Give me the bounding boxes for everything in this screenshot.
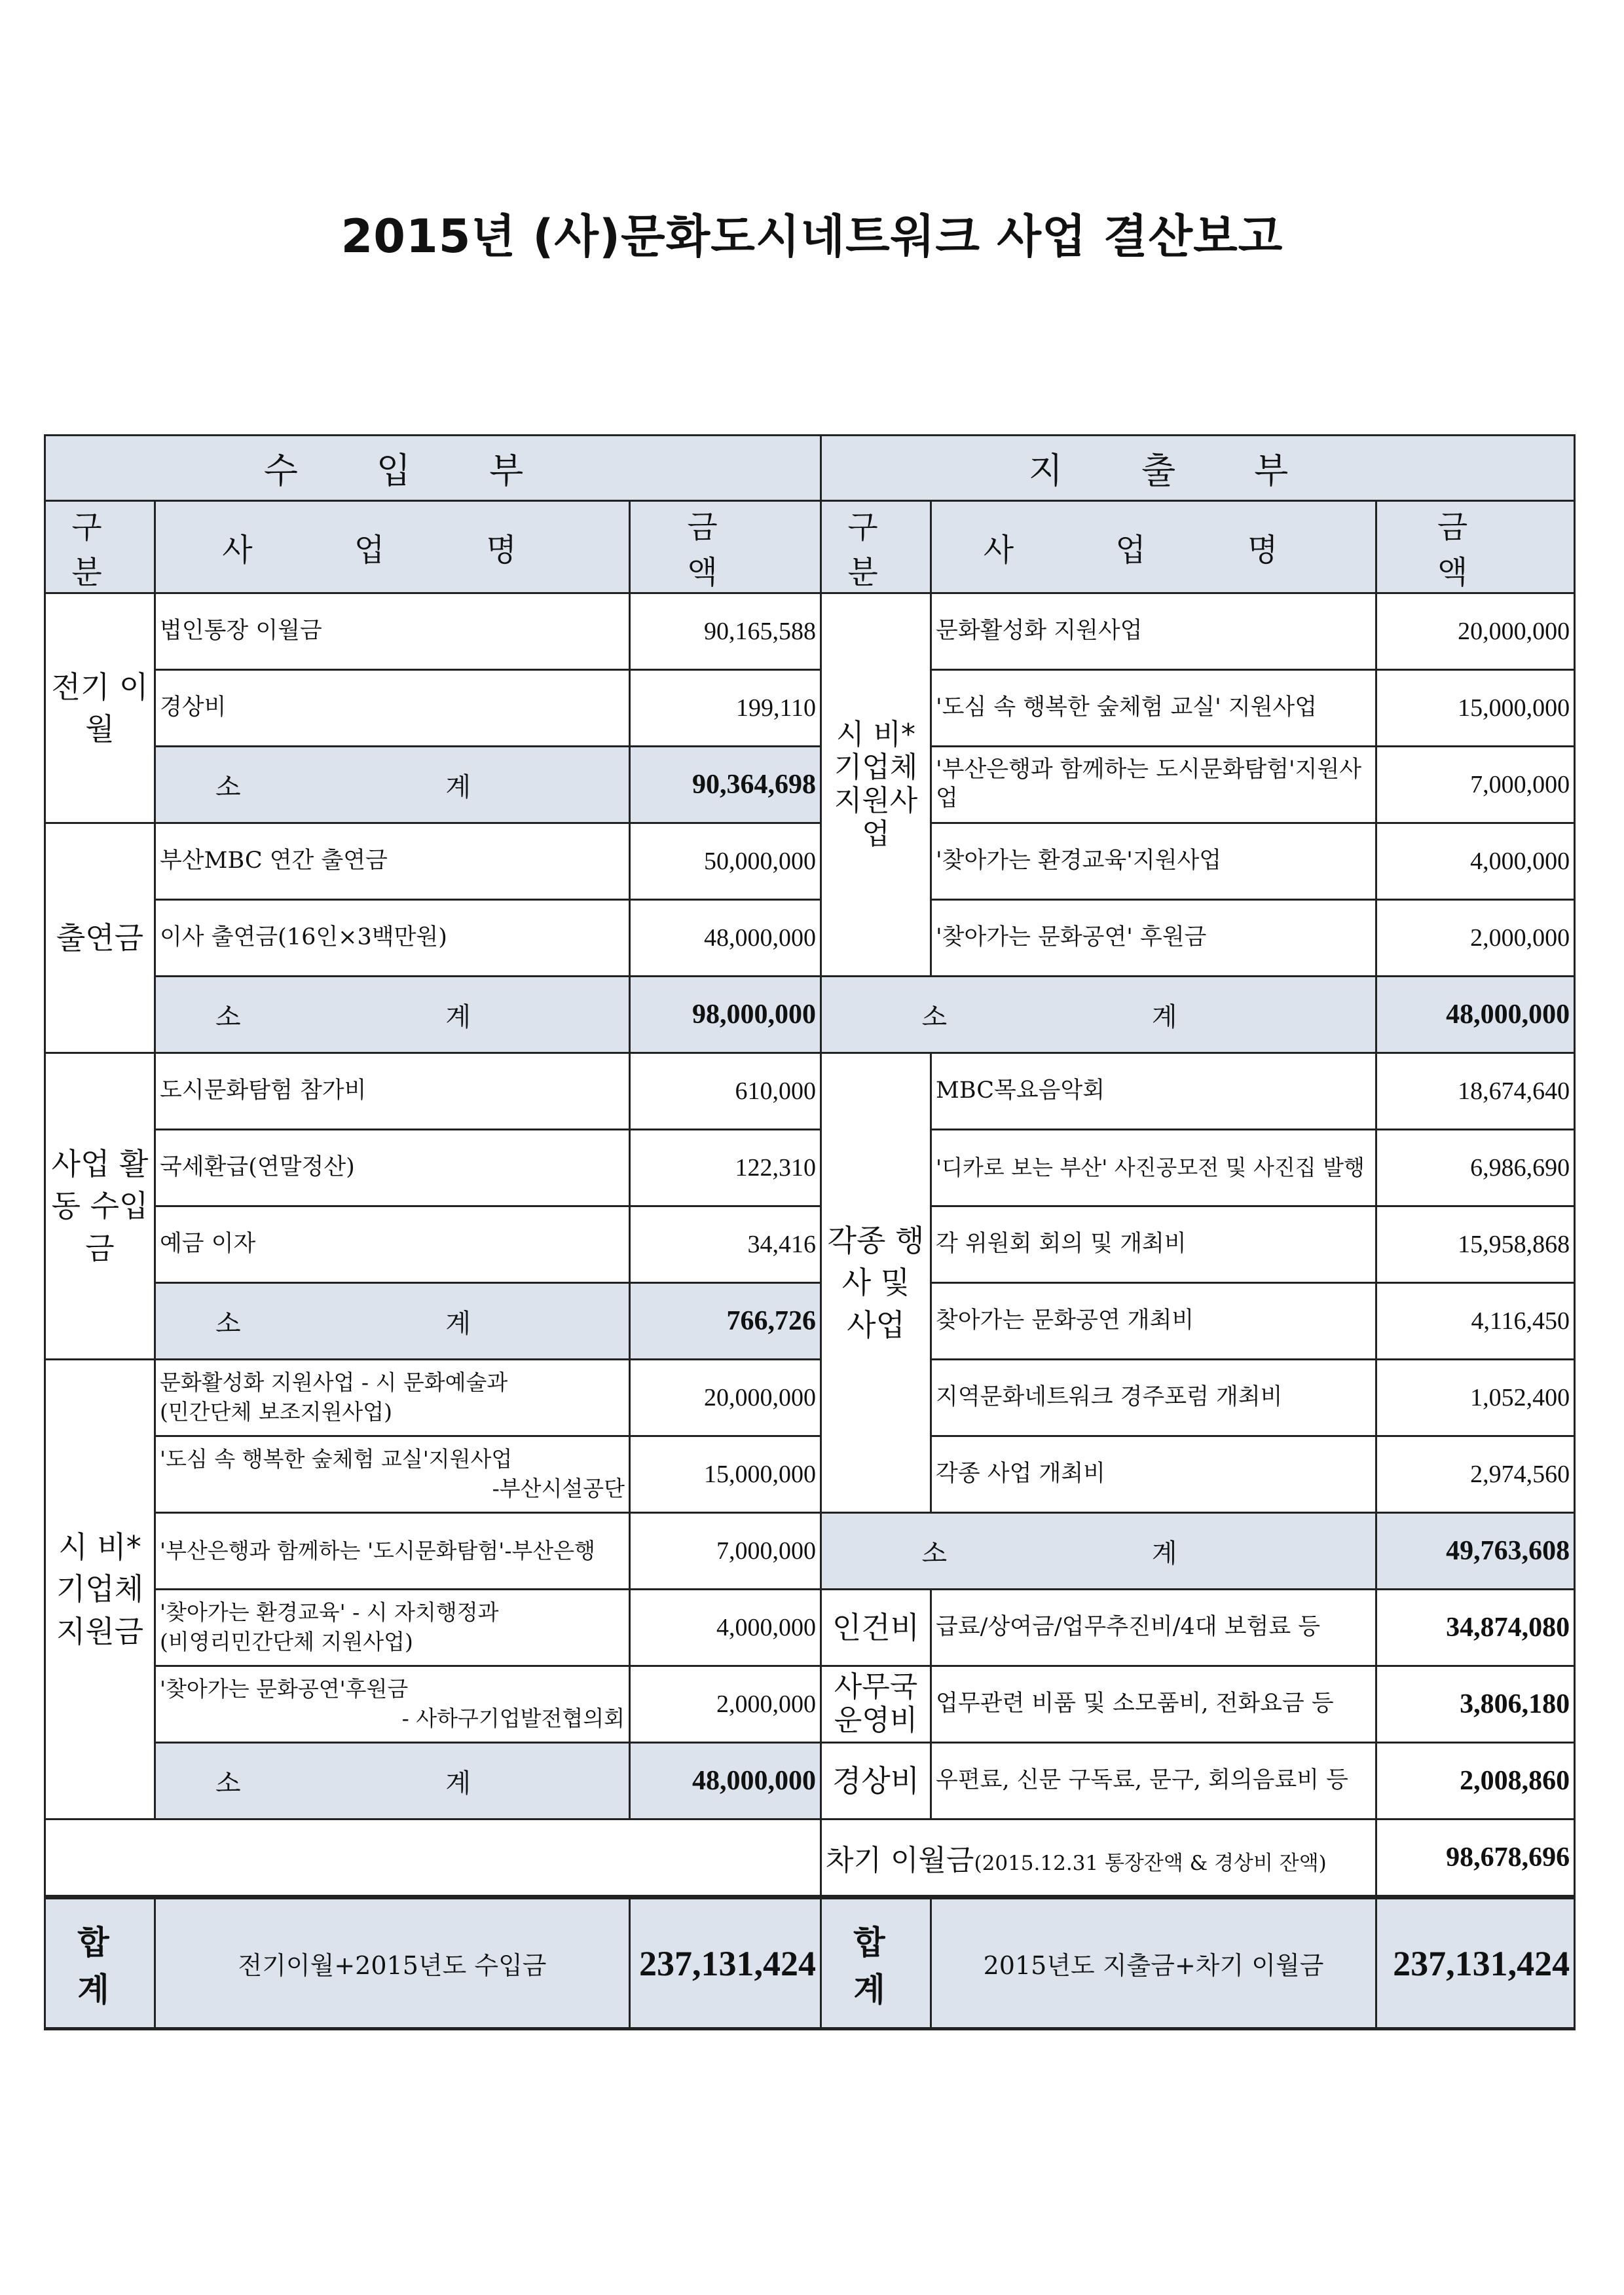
- income-subtotal-amount: 90,364,698: [630, 747, 821, 823]
- blank-cell: [45, 1819, 821, 1897]
- expense-item-amount: 2,974,560: [1376, 1436, 1575, 1513]
- table-row: [45, 670, 1575, 747]
- income-item-name: [155, 1360, 630, 1436]
- expense-item-name: MBC목요음악회: [931, 1053, 1376, 1130]
- carry-next-amount: 98,678,696: [1376, 1819, 1575, 1897]
- income-item-amount: 48,000,000: [630, 900, 821, 977]
- expense-item-name: '디카로 보는 부산' 사진공모전 및 사진집 발행: [931, 1130, 1376, 1206]
- income-item-amount: 122,310: [630, 1130, 821, 1206]
- income-category-header: 구 분: [45, 501, 155, 593]
- total-row: [45, 1897, 1575, 2029]
- income-item-name: [155, 1436, 630, 1513]
- income-item-line2: (비영리민간단체 지원사업): [160, 1629, 413, 1654]
- income-item-amount: 50,000,000: [630, 823, 821, 900]
- table-row: [45, 977, 1575, 1053]
- income-category-business: 사업 활동 수입금: [45, 1053, 155, 1360]
- table-row: [45, 1360, 1575, 1436]
- carry-next-label: [821, 1819, 1376, 1897]
- table-row: [45, 593, 1575, 670]
- income-item-amount: 15,000,000: [630, 1436, 821, 1513]
- income-item-line2: -부산시설공단: [492, 1476, 625, 1501]
- expense-total-label: 합 계: [821, 1897, 931, 2029]
- expense-item-name: 찾아가는 문화공연 개최비: [931, 1283, 1376, 1360]
- expense-total-amount: 237,131,424: [1376, 1897, 1575, 2029]
- table-row: [45, 1206, 1575, 1283]
- income-subtotal-amount: 98,000,000: [630, 977, 821, 1053]
- income-total-desc: 전기이월+2015년도 수입금: [155, 1897, 630, 2029]
- income-item-amount: 2,000,000: [630, 1666, 821, 1743]
- income-item-name: 도시문화탐험 참가비: [155, 1053, 630, 1130]
- table-row: [45, 900, 1575, 977]
- section-header-row: [45, 436, 1575, 501]
- expense-subtotal-label: 소 계: [821, 977, 1376, 1053]
- table-row: [45, 1053, 1575, 1130]
- income-item-line2: - 사하구기업발전협의회: [401, 1706, 625, 1731]
- expense-item-amount: 7,000,000: [1376, 747, 1575, 823]
- income-total-label: 합 계: [45, 1897, 155, 2029]
- income-subtotal-amount: 48,000,000: [630, 1743, 821, 1819]
- page-title: 2015년 (사)문화도시네트워크 사업 결산보고: [341, 210, 1283, 263]
- table-row: [45, 823, 1575, 900]
- expense-amount-header: 금 액: [1376, 501, 1575, 593]
- table-row: [45, 1513, 1575, 1590]
- expense-item-name: 문화활성화 지원사업: [931, 593, 1376, 670]
- income-category-carryover: 전기 이월: [45, 593, 155, 823]
- expense-item-amount: 20,000,000: [1376, 593, 1575, 670]
- income-section-header: 수입부: [45, 436, 821, 501]
- expense-item-name: 우편료, 신문 구독료, 문구, 회의음료비 등: [931, 1743, 1376, 1819]
- expense-item-name: '부산은행과 함께하는 도시문화탐험'지원사업: [931, 747, 1376, 823]
- table-row: [45, 1436, 1575, 1513]
- income-item-name: 법인통장 이월금: [155, 593, 630, 670]
- expense-item-name: '도심 속 행복한 숲체험 교실' 지원사업: [931, 670, 1376, 747]
- expense-item-amount: 1,052,400: [1376, 1360, 1575, 1436]
- income-item-amount: 4,000,000: [630, 1590, 821, 1666]
- table-row: [45, 747, 1575, 823]
- expense-item-name: 급료/상여금/업무추진비/4대 보험료 등: [931, 1590, 1376, 1666]
- income-subtotal-label: 소 계: [155, 747, 630, 823]
- expense-subtotal-amount: 48,000,000: [1376, 977, 1575, 1053]
- expense-item-name: 각 위원회 회의 및 개최비: [931, 1206, 1376, 1283]
- expense-category-overhead: 경상비: [821, 1743, 931, 1819]
- expense-category-personnel: 인건비: [821, 1590, 931, 1666]
- income-subtotal-label: 소 계: [155, 1743, 630, 1819]
- income-item-amount: 20,000,000: [630, 1360, 821, 1436]
- income-name-header: 사 업 명: [155, 501, 630, 593]
- column-header-row: [45, 501, 1575, 593]
- expense-item-amount: 15,000,000: [1376, 670, 1575, 747]
- expense-subtotal-amount: 49,763,608: [1376, 1513, 1575, 1590]
- income-amount-header: 금 액: [630, 501, 821, 593]
- expense-category-office: 사무국 운영비: [821, 1666, 931, 1743]
- income-item-name: 경상비: [155, 670, 630, 747]
- expense-section-header: 지출부: [821, 436, 1575, 501]
- income-item-amount: 34,416: [630, 1206, 821, 1283]
- expense-name-header: 사 업 명: [931, 501, 1376, 593]
- income-item-name: 예금 이자: [155, 1206, 630, 1283]
- income-item-name: '부산은행과 함께하는 '도시문화탐험'-부산은행: [155, 1513, 630, 1590]
- income-item-line1: '찾아가는 문화공연'후원금: [160, 1676, 409, 1702]
- expense-item-amount: 6,986,690: [1376, 1130, 1575, 1206]
- expense-item-name: 지역문화네트워크 경주포럼 개최비: [931, 1360, 1376, 1436]
- carry-next-title: 차기 이월금: [826, 1844, 974, 1877]
- income-item-name: [155, 1590, 630, 1666]
- table-row: [45, 1590, 1575, 1666]
- expense-item-name: 각종 사업 개최비: [931, 1436, 1376, 1513]
- income-item-name: 국세환급(연말정산): [155, 1130, 630, 1206]
- expense-category-events: 각종 행사 및 사업: [821, 1053, 931, 1513]
- expense-item-amount: 34,874,080: [1376, 1590, 1575, 1666]
- expense-item-amount: 18,674,640: [1376, 1053, 1575, 1130]
- carry-next-note: (2015.12.31 통장잔액 & 경상비 잔액): [974, 1852, 1327, 1875]
- expense-category-support: 시 비* 기업체 지원사업: [821, 593, 931, 977]
- expense-item-name: 업무관련 비품 및 소모품비, 전화요금 등: [931, 1666, 1376, 1743]
- income-item-amount: 90,165,588: [630, 593, 821, 670]
- settlement-table: [44, 434, 1576, 2030]
- expense-item-amount: 3,806,180: [1376, 1666, 1575, 1743]
- income-category-support: 시 비* 기업체 지원금: [45, 1360, 155, 1819]
- expense-item-amount: 2,008,860: [1376, 1743, 1575, 1819]
- income-item-amount: 610,000: [630, 1053, 821, 1130]
- income-item-line1: '도심 속 행복한 숲체험 교실'지원사업: [160, 1446, 513, 1472]
- income-item-line1: 문화활성화 지원사업 - 시 문화예술과: [160, 1370, 508, 1396]
- income-item-amount: 199,110: [630, 670, 821, 747]
- expense-item-amount: 15,958,868: [1376, 1206, 1575, 1283]
- expense-subtotal-label: 소 계: [821, 1513, 1376, 1590]
- income-subtotal-amount: 766,726: [630, 1283, 821, 1360]
- expense-item-name: '찾아가는 문화공연' 후원금: [931, 900, 1376, 977]
- expense-item-amount: 4,000,000: [1376, 823, 1575, 900]
- income-subtotal-label: 소 계: [155, 977, 630, 1053]
- expense-total-desc: 2015년도 지출금+차기 이월금: [931, 1897, 1376, 2029]
- income-item-line1: '찾아가는 환경교육' - 시 자치행정과: [160, 1599, 499, 1626]
- expense-item-amount: 2,000,000: [1376, 900, 1575, 977]
- income-item-name: 부산MBC 연간 출연금: [155, 823, 630, 900]
- income-item-name: [155, 1666, 630, 1743]
- expense-item-name: '찾아가는 환경교육'지원사업: [931, 823, 1376, 900]
- table-row: [45, 1130, 1575, 1206]
- income-total-amount: 237,131,424: [630, 1897, 821, 2029]
- expense-category-header: 구 분: [821, 501, 931, 593]
- table-row: [45, 1283, 1575, 1360]
- table-row: [45, 1666, 1575, 1743]
- income-item-line2: (민간단체 보조지원사업): [160, 1399, 393, 1425]
- income-category-contribution: 출연금: [45, 823, 155, 1053]
- expense-item-amount: 4,116,450: [1376, 1283, 1575, 1360]
- income-item-amount: 7,000,000: [630, 1513, 821, 1590]
- income-subtotal-label: 소 계: [155, 1283, 630, 1360]
- table-row: [45, 1819, 1575, 1897]
- table-row: [45, 1743, 1575, 1819]
- income-item-name: 이사 출연금(16인×3백만원): [155, 900, 630, 977]
